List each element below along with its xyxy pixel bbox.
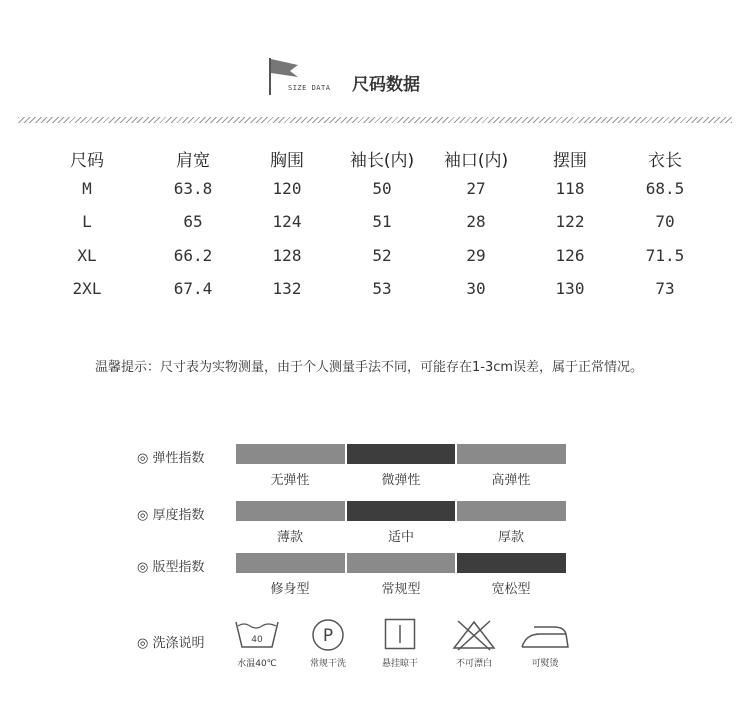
hatched-divider: [18, 117, 732, 123]
thickness-bar-segment-selected: [347, 501, 455, 521]
table-cell: 124: [272, 212, 302, 231]
elasticity-bar-segment: [236, 444, 345, 464]
table-header: 袖口(内): [443, 151, 509, 171]
table-header: 胸围: [270, 151, 304, 171]
table-cell: 53: [372, 279, 392, 298]
table-header: 衣长: [648, 151, 682, 171]
table-cell: 118: [555, 179, 585, 198]
table-cell: 132: [272, 279, 302, 298]
table-cell: 29: [466, 246, 486, 265]
table-cell: 67.4: [173, 279, 213, 298]
thickness-index-label: ◎ 厚度指数: [137, 508, 205, 523]
fit-bar-segment: [347, 553, 455, 573]
table-cell: 66.2: [173, 246, 213, 265]
fit-option: 宽松型: [491, 582, 531, 597]
care-item-text: 悬挂晾干: [381, 659, 418, 669]
table-cell: 73: [655, 279, 675, 298]
dry-clean-icon: [311, 618, 345, 652]
fit-option: 常规型: [381, 582, 421, 597]
elasticity-bar-segment-selected: [347, 444, 455, 464]
thickness-option: 厚款: [497, 530, 524, 545]
table-cell: 128: [272, 246, 302, 265]
size-data-subtitle: SIZE DATA: [288, 84, 331, 92]
fit-option: 修身型: [270, 582, 310, 597]
table-cell: L: [82, 212, 92, 231]
table-cell: 2XL: [72, 279, 102, 298]
elasticity-option: 无弹性: [270, 473, 310, 488]
measurement-tip: 温馨提示：尺寸表为实物测量，由于个人测量手法不同，可能存在1-3cm误差，属于正常情况。: [95, 360, 644, 375]
thickness-option: 薄款: [276, 530, 303, 545]
table-header: 袖长(内): [349, 151, 415, 171]
table-cell: 65: [183, 212, 203, 231]
table-cell: XL: [77, 246, 97, 265]
care-item-text: 常规干洗: [309, 659, 346, 669]
elasticity-bar-segment: [457, 444, 566, 464]
table-cell: 50: [372, 179, 392, 198]
dry-clean-letter: P: [322, 626, 334, 646]
table-cell: 130: [555, 279, 585, 298]
table-cell: 28: [466, 212, 486, 231]
no-bleach-icon: [452, 619, 496, 651]
wash-temp-text: 40: [251, 635, 263, 645]
hang-dry-icon: [384, 618, 416, 650]
care-item-text: 不可漂白: [455, 659, 492, 669]
thickness-bar-segment: [236, 501, 345, 521]
table-cell: M: [82, 179, 92, 198]
page-title: 尺码数据: [352, 75, 420, 95]
thickness-option: 适中: [387, 530, 414, 545]
table-cell: 120: [272, 179, 302, 198]
table-cell: 122: [555, 212, 585, 231]
elasticity-option: 高弹性: [491, 473, 531, 488]
elasticity-index-label: ◎ 弹性指数: [137, 451, 205, 466]
care-item-text: 可熨烫: [531, 659, 559, 669]
table-cell: 71.5: [645, 246, 685, 265]
care-item-text: 水温40℃: [237, 659, 277, 669]
elasticity-option: 微弹性: [381, 473, 421, 488]
table-cell: 70: [655, 212, 675, 231]
table-cell: 30: [466, 279, 486, 298]
table-header: 摆围: [553, 151, 587, 171]
table-cell: 27: [466, 179, 486, 198]
care-label: ◎ 洗涤说明: [137, 636, 205, 651]
iron-icon: [520, 622, 570, 650]
table-cell: 126: [555, 246, 585, 265]
thickness-bar-segment: [457, 501, 566, 521]
wash-40-icon: [234, 620, 280, 650]
table-header: 尺码: [70, 151, 104, 171]
table-cell: 51: [372, 212, 392, 231]
fit-index-label: ◎ 版型指数: [137, 560, 205, 575]
table-cell: 68.5: [645, 179, 685, 198]
table-cell: 63.8: [173, 179, 213, 198]
table-cell: 52: [372, 246, 392, 265]
fit-bar-segment-selected: [457, 553, 566, 573]
table-header: 肩宽: [176, 151, 210, 171]
fit-bar-segment: [236, 553, 345, 573]
